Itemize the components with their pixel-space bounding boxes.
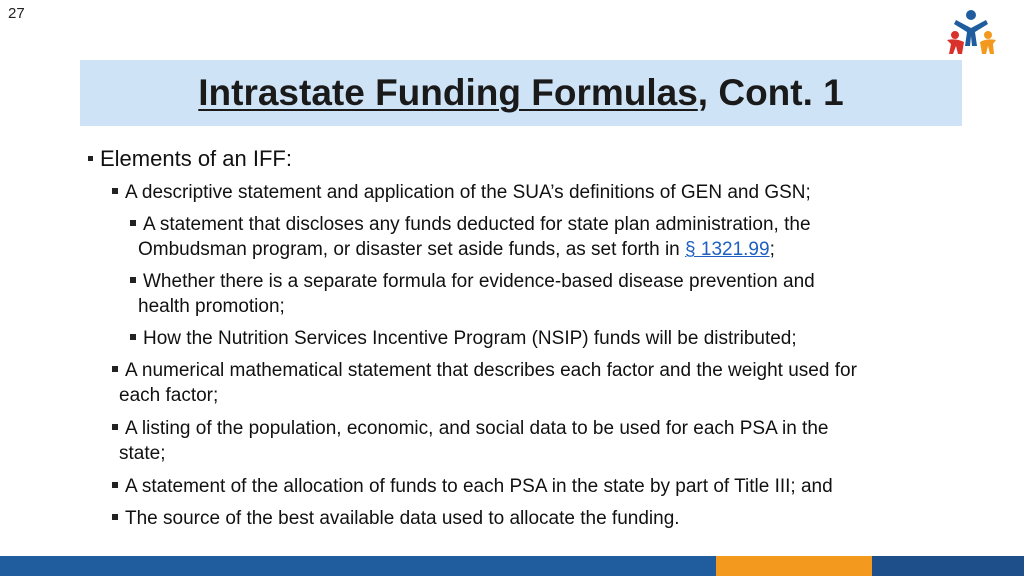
bullet-square-icon [112,424,118,430]
regulation-link[interactable]: § 1321.99 [685,239,770,260]
bullet-square-icon [130,220,136,226]
bullet-square-icon [112,482,118,488]
slide-number: 27 [8,5,25,22]
footer-color-bar [0,556,1024,576]
sub-bullet-continuation: Ombudsman program, or disaster set aside funds, as set forth in § 1321.99; [138,239,775,260]
bullet-item: A descriptive statement and application of the SUA’s definitions of GEN and GSN; [112,180,811,205]
bullet-square-icon [130,334,136,340]
bullet-item: A statement of the allocation of funds to each PSA in the state by part of Title III; and [112,474,833,499]
bullet-heading: Elements of an IFF: [88,146,292,172]
footer-segment-dark-blue [872,556,1024,576]
bullet-continuation: each factor; [119,385,219,406]
bullet-item: The source of the best available data used to allocate the funding. [112,506,680,531]
page-title-main: Intrastate Funding Formulas [198,72,698,113]
sub-bullet-item: How the Nutrition Services Incentive Program (NSIP) funds will be distributed; [130,326,797,351]
bullet-item: A listing of the population, economic, and social data to be used for each PSA in the [112,416,828,441]
bullet-square-icon [112,366,118,372]
sub-bullet-continuation: health promotion; [138,296,285,317]
bullet-square-icon [130,277,136,283]
footer-segment-blue [0,556,716,576]
sub-bullet-item: Whether there is a separate formula for evidence-based disease prevention and [130,269,815,294]
bullet-item: A numerical mathematical statement that describes each factor and the weight used for [112,358,857,383]
bullet-square-icon [112,188,118,194]
footer-segment-orange [716,556,872,576]
sub-bullet-item: A statement that discloses any funds deducted for state plan administration, the [130,212,811,237]
page-title-suffix: , Cont. 1 [697,72,844,113]
bullet-square-icon [112,514,118,520]
bullet-continuation: state; [119,443,166,464]
bullet-square-icon [88,156,93,161]
